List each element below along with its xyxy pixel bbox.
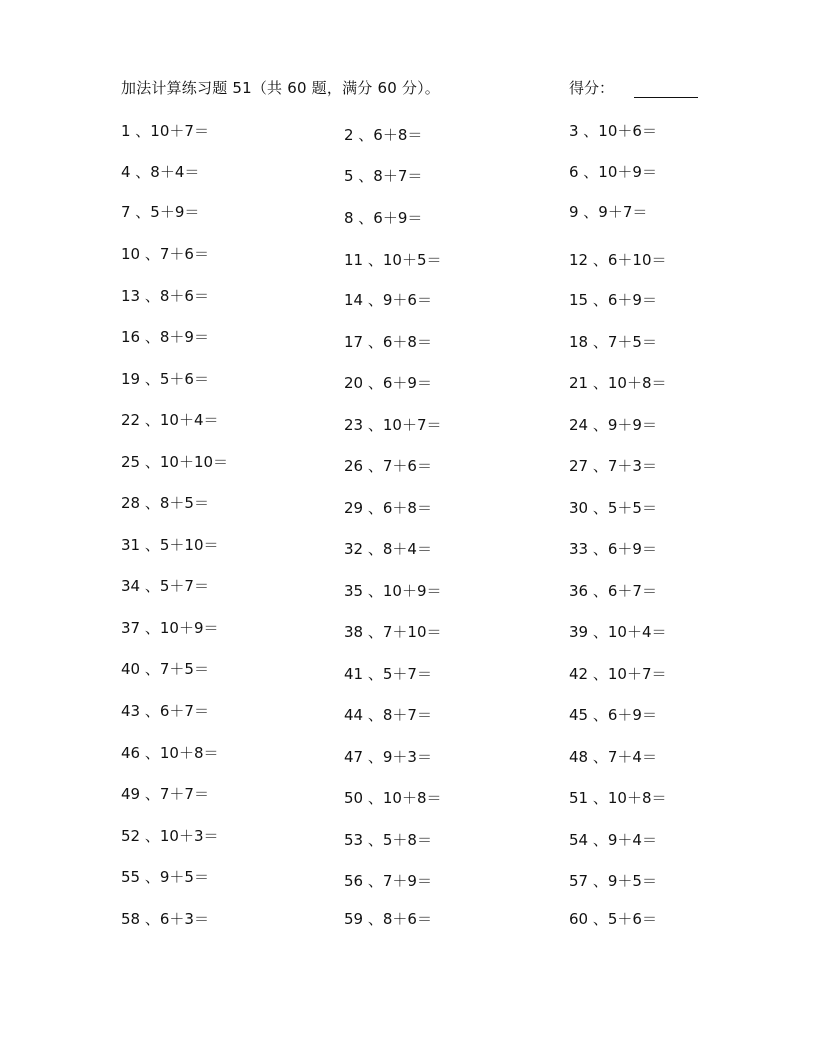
problem-item: 23 、10＋7＝ — [344, 416, 442, 434]
problem-item: 19 、5＋6＝ — [121, 370, 209, 388]
problem-item: 60 、5＋6＝ — [569, 910, 657, 928]
problem-item: 53 、5＋8＝ — [344, 831, 432, 849]
problem-item: 48 、7＋4＝ — [569, 748, 657, 766]
problem-item: 2 、6＋8＝ — [344, 126, 423, 144]
problem-item: 26 、7＋6＝ — [344, 457, 432, 475]
problem-item: 39 、10＋4＝ — [569, 623, 667, 641]
problem-item: 1 、10＋7＝ — [121, 122, 209, 140]
problem-item: 9 、9＋7＝ — [569, 203, 648, 221]
problem-item: 4 、8＋4＝ — [121, 163, 200, 181]
problem-item: 55 、9＋5＝ — [121, 868, 209, 886]
problem-item: 31 、5＋10＝ — [121, 536, 219, 554]
problem-item: 27 、7＋3＝ — [569, 457, 657, 475]
problem-item: 46 、10＋8＝ — [121, 744, 219, 762]
problem-item: 56 、7＋9＝ — [344, 872, 432, 890]
problem-item: 50 、10＋8＝ — [344, 789, 442, 807]
problem-item: 20 、6＋9＝ — [344, 374, 432, 392]
problem-item: 32 、8＋4＝ — [344, 540, 432, 558]
problem-item: 14 、9＋6＝ — [344, 291, 432, 309]
score-blank-line[interactable] — [634, 81, 698, 98]
problem-item: 11 、10＋5＝ — [344, 251, 442, 269]
problem-item: 8 、6＋9＝ — [344, 209, 423, 227]
problem-item: 44 、8＋7＝ — [344, 706, 432, 724]
problem-item: 49 、7＋7＝ — [121, 785, 209, 803]
problem-item: 37 、10＋9＝ — [121, 619, 219, 637]
problem-item: 47 、9＋3＝ — [344, 748, 432, 766]
problem-item: 3 、10＋6＝ — [569, 122, 657, 140]
problem-item: 51 、10＋8＝ — [569, 789, 667, 807]
problem-item: 43 、6＋7＝ — [121, 702, 209, 720]
score-field — [569, 77, 698, 98]
problem-item: 25 、10＋10＝ — [121, 453, 229, 471]
problem-item: 40 、7＋5＝ — [121, 660, 209, 678]
problem-item: 45 、6＋9＝ — [569, 706, 657, 724]
problem-item: 21 、10＋8＝ — [569, 374, 667, 392]
problem-item: 18 、7＋5＝ — [569, 333, 657, 351]
problem-item: 58 、6＋3＝ — [121, 910, 209, 928]
problem-item: 29 、6＋8＝ — [344, 499, 432, 517]
problem-item: 36 、6＋7＝ — [569, 582, 657, 600]
problem-item: 22 、10＋4＝ — [121, 411, 219, 429]
problem-item: 24 、9＋9＝ — [569, 416, 657, 434]
problem-item: 34 、5＋7＝ — [121, 577, 209, 595]
problem-item: 52 、10＋3＝ — [121, 827, 219, 845]
score-label: 得分： — [569, 79, 615, 97]
problem-item: 15 、6＋9＝ — [569, 291, 657, 309]
problem-item: 42 、10＋7＝ — [569, 665, 667, 683]
problem-item: 28 、8＋5＝ — [121, 494, 209, 512]
problem-item: 5 、8＋7＝ — [344, 167, 423, 185]
problem-item: 10 、7＋6＝ — [121, 245, 209, 263]
problem-item: 54 、9＋4＝ — [569, 831, 657, 849]
problem-item: 16 、8＋9＝ — [121, 328, 209, 346]
problem-item: 12 、6＋10＝ — [569, 251, 667, 269]
problem-item: 13 、8＋6＝ — [121, 287, 209, 305]
problem-item: 7 、5＋9＝ — [121, 203, 200, 221]
problem-item: 38 、7＋10＝ — [344, 623, 442, 641]
problem-item: 17 、6＋8＝ — [344, 333, 432, 351]
problem-item: 35 、10＋9＝ — [344, 582, 442, 600]
problem-item: 57 、9＋5＝ — [569, 872, 657, 890]
problem-item: 41 、5＋7＝ — [344, 665, 432, 683]
problem-item: 59 、8＋6＝ — [344, 910, 432, 928]
problem-item: 6 、10＋9＝ — [569, 163, 657, 181]
worksheet-title: 加法计算练习题 51（共 60 题，满分 60 分）。 — [121, 79, 441, 97]
problem-item: 30 、5＋5＝ — [569, 499, 657, 517]
problem-item: 33 、6＋9＝ — [569, 540, 657, 558]
